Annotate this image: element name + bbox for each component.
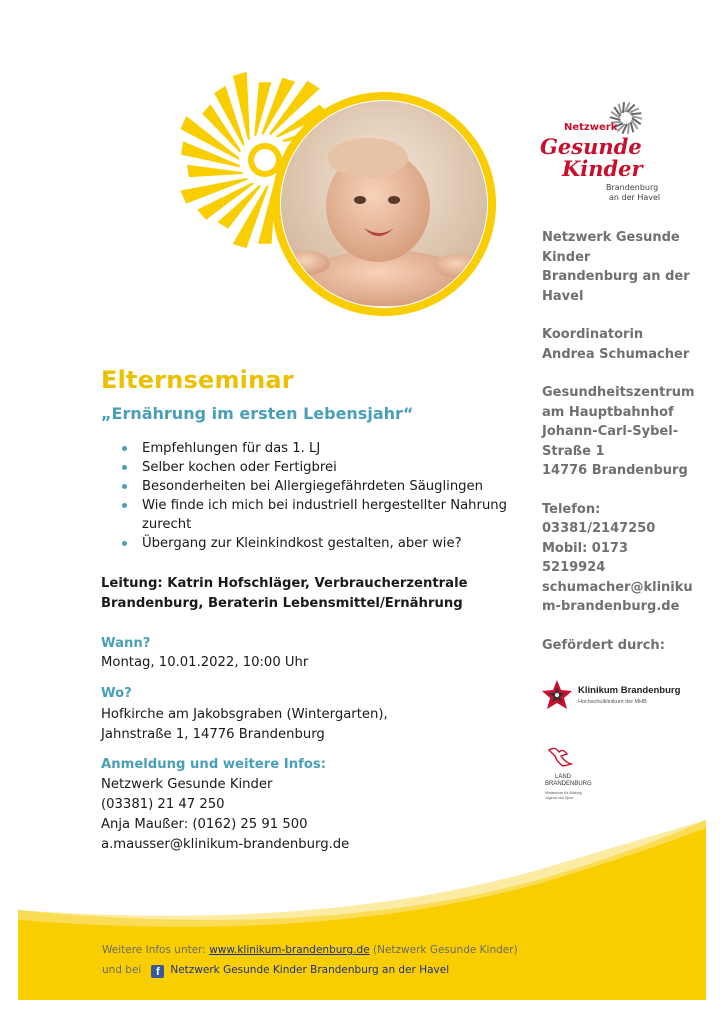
website-link[interactable]: www.klinikum-brandenburg.de xyxy=(209,944,370,956)
svg-text:Klinikum Brandenburg: Klinikum Brandenburg xyxy=(578,685,680,696)
anmeldung-line: Netzwerk Gesunde Kinder xyxy=(101,777,273,792)
list-item: Empfehlungen für das 1. LJ xyxy=(118,439,518,458)
seminar-subtitle: „Ernährung im ersten Lebensjahr“ xyxy=(101,404,414,423)
wann-heading: Wann? xyxy=(101,636,151,651)
anmeldung-heading: Anmeldung und weitere Infos: xyxy=(101,757,327,772)
sidebar-org: Kinder xyxy=(542,249,591,265)
sidebar-address: am Hauptbahnhof xyxy=(542,404,674,420)
svg-text:Gesunde: Gesunde xyxy=(540,134,642,159)
klinikum-brandenburg-logo xyxy=(540,676,680,714)
facebook-icon: f xyxy=(151,965,164,978)
list-item: Übergang zur Kleinkindkost gestalten, aber wie? xyxy=(118,534,518,553)
wann-text: Montag, 10.01.2022, 10:00 Uhr xyxy=(101,655,309,670)
footer-line-1: Weitere Infos unter: www.klinikum-brandenburg.de (Netzwerk Gesunde Kinder) xyxy=(102,944,518,956)
wo-text xyxy=(101,705,421,745)
svg-text:BRANDENBURG: BRANDENBURG xyxy=(545,781,592,787)
sidebar-address: Gesundheitszentrum xyxy=(542,385,695,400)
list-item: Selber kochen oder Fertigbrei xyxy=(118,458,518,477)
sun-ray xyxy=(187,165,243,177)
page-title: Elternseminar xyxy=(101,366,294,394)
sidebar-coord: Koordinatorin xyxy=(542,327,644,342)
sidebar-contact: Mobil: 0173 xyxy=(542,540,628,556)
land-brandenburg-logo xyxy=(541,744,611,808)
svg-text:Jugend und Sport: Jugend und Sport xyxy=(545,796,574,800)
svg-text:Brandenburg: Brandenburg xyxy=(606,183,659,192)
sidebar-contact: Telefon: xyxy=(542,501,601,517)
anmeldung-email: a.mausser@klinikum-brandenburg.de xyxy=(101,837,350,852)
sidebar-org: Brandenburg an der xyxy=(542,269,690,284)
anmeldung-line: (03381) 21 47 250 xyxy=(101,797,225,812)
logo-ray xyxy=(623,102,624,113)
sidebar xyxy=(542,228,695,655)
sidebar-contact: 5219924 xyxy=(542,560,606,575)
leitung-text: Leitung: Katrin Hofschläger, Verbraucherzentrale Brandenburg, Beraterin Lebensmittel/Ernährung xyxy=(101,576,468,611)
svg-text:Netzwerk: Netzwerk xyxy=(564,122,618,133)
baby-photo xyxy=(268,88,500,320)
wo-line: Jahnstraße 1, 14776 Brandenburg xyxy=(101,727,325,742)
svg-text:Hochschulklinikum der MHB: Hochschulklinikum der MHB xyxy=(578,699,647,705)
sidebar-org: Netzwerk Gesunde xyxy=(542,230,680,245)
sidebar-contact: schumacher@kliniku xyxy=(542,579,693,595)
sidebar-contact: m-brandenburg.de xyxy=(542,599,680,614)
sidebar-contact: 03381/2147250 xyxy=(542,521,656,536)
list-item: Wie finde ich mich bei industriell hergestellter Nahrung zurecht xyxy=(118,496,518,534)
list-item: Besonderheiten bei Allergiegefährdeten Säuglingen xyxy=(118,477,518,496)
wo-line: Hofkirche am Jakobsgraben (Wintergarten), xyxy=(101,707,388,722)
footer xyxy=(102,940,702,980)
wo-heading: Wo? xyxy=(101,686,132,701)
sidebar-address: Straße 1 xyxy=(542,443,605,459)
topic-list xyxy=(118,439,518,553)
logo-ray xyxy=(628,123,629,134)
svg-text:an der Havel: an der Havel xyxy=(609,193,661,202)
sidebar-address: Johann-Carl-Sybel- xyxy=(542,424,679,439)
funded-by-label: Gefördert durch: xyxy=(542,637,665,653)
footer-line-2: und bei f Netzwerk Gesunde Kinder Brandenburg an der Havel xyxy=(102,964,450,978)
sidebar-org: Havel xyxy=(542,288,584,304)
netzwerk-gesunde-kinder-logo xyxy=(534,96,684,206)
sidebar-address: 14776 Brandenburg xyxy=(542,463,688,478)
anmeldung-line: Anja Maußer: (0162) 25 91 500 xyxy=(101,817,308,832)
facebook-link[interactable]: Netzwerk Gesunde Kinder Brandenburg an der Havel xyxy=(170,964,450,976)
svg-text:Kinder: Kinder xyxy=(562,156,643,181)
svg-text:Ministerium für Bildung,: Ministerium für Bildung, xyxy=(545,791,583,795)
sidebar-coord: Andrea Schumacher xyxy=(542,346,690,362)
logo-ray xyxy=(631,113,642,114)
svg-text:LAND: LAND xyxy=(555,774,572,780)
